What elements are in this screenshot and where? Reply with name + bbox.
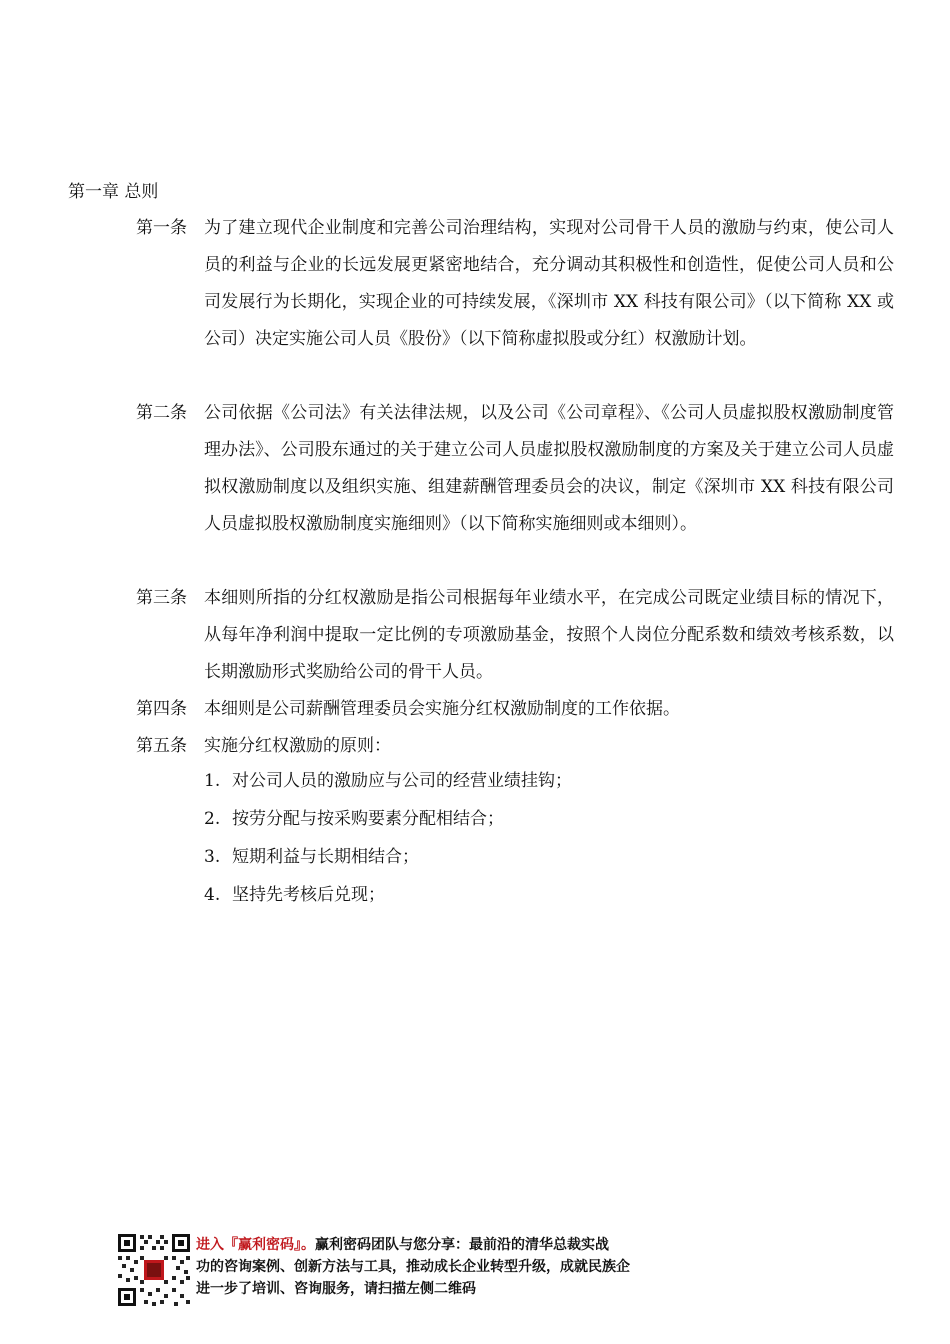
- list-item-number: 3.: [204, 847, 221, 867]
- footer-highlight-link[interactable]: 进入『赢利密码』。: [196, 1237, 315, 1253]
- article-3: [136, 580, 896, 691]
- footer-line-1-text: 赢利密码团队与您分享：最前沿的清华总裁实战: [315, 1237, 609, 1253]
- article-2: [136, 395, 896, 543]
- article-label: 第五条: [136, 736, 187, 756]
- chapter-title: 第一章 总则: [68, 182, 159, 202]
- article-1: [136, 210, 896, 358]
- list-item-text: 按劳分配与按采购要素分配相结合；: [232, 809, 504, 829]
- list-item-number: 1.: [204, 771, 221, 791]
- article-5: [136, 728, 896, 765]
- list-item-number: 4.: [204, 885, 221, 905]
- list-item: [204, 838, 884, 876]
- qr-code-icon[interactable]: [116, 1232, 192, 1308]
- article-text: 公司依据《公司法》有关法律法规，以及公司《公司章程》、《公司人员虚拟股权激励制度管理办法》、公司股东通过的关于建立公司人员虚拟股权激励制度的方案及关于建立公司人员虚拟权激励制度以及组织实施、组建薪酬管理委员会的决议，制定《深圳市 XX 科技有限公司人员虚拟股权激励制度实施细则》（以下简称实施细则或本细则）。: [204, 403, 894, 534]
- article-4: [136, 691, 896, 728]
- footer-line-3: 进一步了培训、咨询服务，请扫描左侧二维码: [196, 1281, 476, 1297]
- footer-banner: [116, 1232, 756, 1312]
- article-text: 为了建立现代企业制度和完善公司治理结构，实现对公司骨干人员的激励与约束，使公司人员的利益与企业的长远发展更紧密地结合，充分调动其积极性和创造性，促使公司人员和公司发展行为长期化，实现企业的可持续发展，《深圳市 XX 科技有限公司》（以下简称 XX 或公司）决定实施公司人员《股份》（以下简称虚拟股或分红）权激励计划。: [204, 218, 894, 349]
- list-item: [204, 762, 884, 800]
- footer-line-2: 功的咨询案例、创新方法与工具，推动成长企业转型升级，成就民族企: [196, 1259, 630, 1275]
- article-label: 第四条: [136, 699, 187, 719]
- article-text: 本细则是公司薪酬管理委员会实施分红权激励制度的工作依据。: [204, 699, 680, 719]
- footer-line-1: [196, 1234, 756, 1256]
- list-item-text: 对公司人员的激励应与公司的经营业绩挂钩；: [232, 771, 572, 791]
- list-item: [204, 800, 884, 838]
- article-text: 实施分红权激励的原则：: [204, 736, 391, 756]
- list-item-number: 2.: [204, 809, 221, 829]
- footer-text: [196, 1234, 756, 1300]
- principles-list: [204, 762, 884, 914]
- article-text: 本细则所指的分红权激励是指公司根据每年业绩水平，在完成公司既定业绩目标的情况下，从每年净利润中提取一定比例的专项激励基金，按照个人岗位分配系数和绩效考核系数，以长期激励形式奖励给公司的骨干人员。: [204, 588, 894, 682]
- article-label: 第三条: [136, 588, 187, 608]
- list-item-text: 坚持先考核后兑现；: [232, 885, 385, 905]
- list-item-text: 短期利益与长期相结合；: [232, 847, 419, 867]
- article-label: 第二条: [136, 403, 187, 423]
- article-label: 第一条: [136, 218, 187, 238]
- list-item: [204, 876, 884, 914]
